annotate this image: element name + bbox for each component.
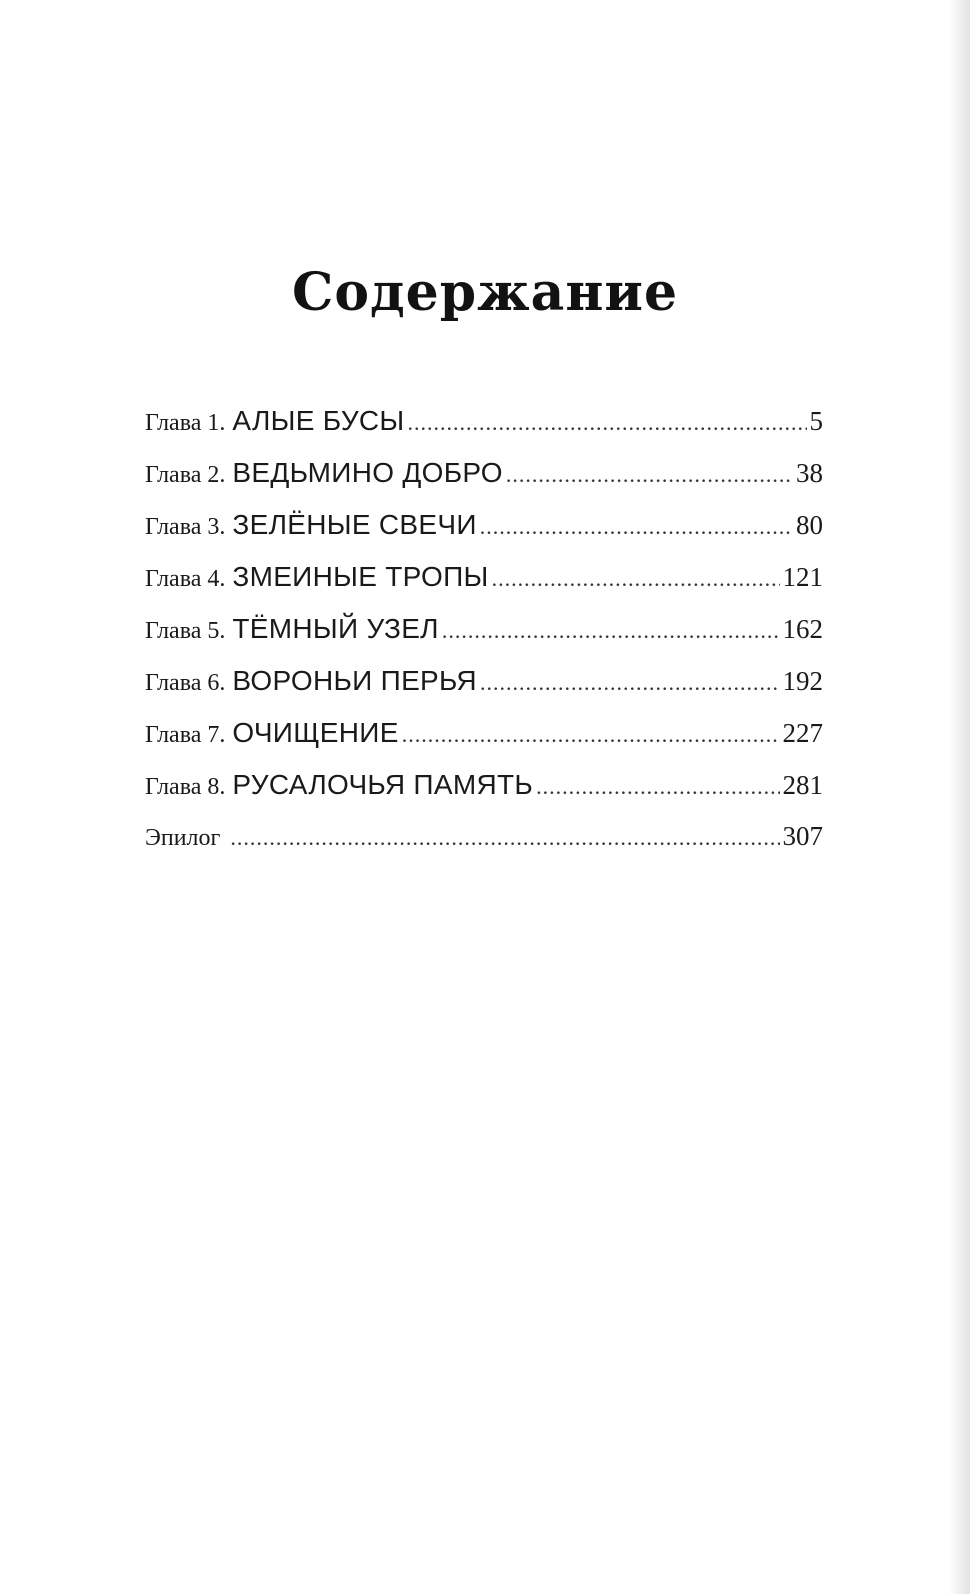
dot-leader [402,722,780,748]
toc-entry-page: 227 [782,718,823,748]
toc-entry-page: 281 [782,770,823,800]
toc-entry-label: Глава 7. [145,722,226,748]
toc-entry-title: ЗЕЛЁНЫЕ СВЕЧИ [232,509,477,540]
toc-entry [145,509,823,561]
toc-entry-label: Эпилог [145,825,221,851]
toc-entry-title: ЗМЕИНЫЕ ТРОПЫ [232,561,489,592]
toc-entry-label: Глава 6. [145,670,226,696]
toc-entry-title: ВЕДЬМИНО ДОБРО [232,457,503,488]
toc-entry-page: 38 [796,458,823,488]
toc-entry-title: ОЧИЩЕНИЕ [232,717,399,748]
toc-entry [145,561,823,613]
toc-entry-label: Глава 5. [145,618,226,644]
toc-entry [145,457,823,509]
toc-entry-page: 80 [796,510,823,540]
dot-leader [408,410,807,436]
toc-entry-label: Глава 1. [145,410,226,436]
table-of-contents [145,405,823,873]
toc-entry-page: 307 [782,821,823,851]
toc-entry-page: 162 [782,614,823,644]
dot-leader [442,618,780,644]
toc-entry-page: 192 [782,666,823,696]
toc-entry [145,717,823,769]
toc-entry-title: АЛЫЕ БУСЫ [232,405,405,436]
toc-entry-label: Глава 2. [145,462,226,488]
toc-entry-title: ВОРОНЬИ ПЕРЬЯ [232,665,477,696]
dot-leader [492,566,780,592]
toc-entry-epilogue [145,821,823,873]
toc-entry-page: 121 [782,562,823,592]
toc-entry [145,613,823,665]
toc-entry-title: ТЁМНЫЙ УЗЕЛ [232,613,439,644]
dot-leader [506,462,793,488]
toc-entry-label: Глава 3. [145,514,226,540]
toc-entry-title: РУСАЛОЧЬЯ ПАМЯТЬ [232,769,534,800]
toc-entry-label: Глава 8. [145,774,226,800]
toc-entry [145,405,823,457]
dot-leader [536,774,779,800]
page-edge-shadow [948,0,970,1594]
page-title: Содержание [291,262,679,323]
toc-entry [145,769,823,821]
toc-entry [145,665,823,717]
dot-leader [230,825,779,851]
toc-entry-label: Глава 4. [145,566,226,592]
dot-leader [480,670,780,696]
dot-leader [480,514,793,540]
toc-entry-page: 5 [809,406,823,436]
